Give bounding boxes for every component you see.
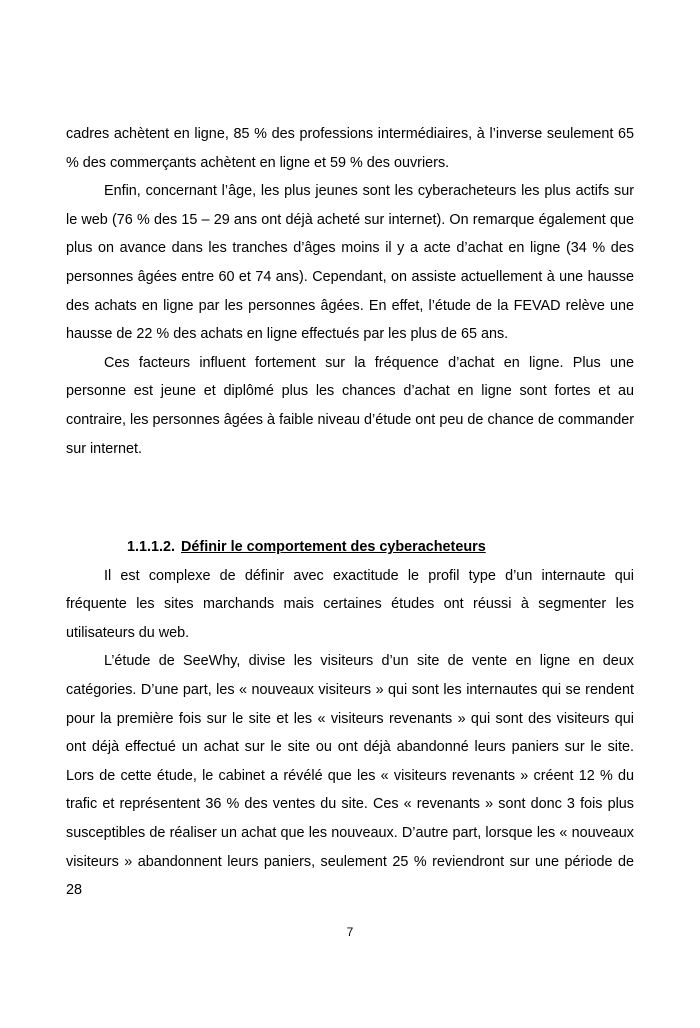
text-block-top [66,120,634,463]
section-title: Définir le comportement des cyberacheteurs [181,539,486,555]
paragraph-cadres: cadres achètent en ligne, 85 % des professions intermédiaires, à l’inverse seulement 65 % des commerçants achètent en ligne et 59 % des ouvriers. [66,126,634,171]
section-heading [66,533,634,562]
page-number: 7 [346,925,354,939]
paragraph-age: Enfin, concernant l’âge, les plus jeunes sont les cyberacheteurs les plus actifs sur le web (76 % des 15 – 29 ans ont déjà acheté sur internet). On remarque également que plus on avance dans les tranches d’âges moins il y a acte d’achat en ligne (34 % des personnes âgées entre 60 et 74 ans). Cependant, on assiste actuellement à une hausse des achats en ligne par les personnes âgées. En effet, l’étude de la FEVAD relève une hausse de 22 % des achats en ligne effectués par les plus de 65 ans. [66,183,634,343]
section-number: 1.1.1.2. [127,539,176,555]
paragraph-profil: Il est complexe de définir avec exactitude le profil type d’un internaute qui fréquente les sites marchands mais certaines études ont réussi à segmenter les utilisateurs du web. [66,567,634,641]
text-block-section [66,533,634,905]
paragraph-facteurs: Ces facteurs influent fortement sur la fréquence d’achat en ligne. Plus une personne est jeune et diplômé plus les chances d’achat en ligne sont fortes et au contraire, les personnes âgées à faible niveau d’étude ont peu de chance de commander sur internet. [66,354,634,457]
paragraph-seewhy: L’étude de SeeWhy, divise les visiteurs d’un site de vente en ligne en deux catégories. D’une part, les « nouveaux visiteurs » qui sont les internautes qui se rendent pour la première fois sur le site et les « visiteurs revenants » qui sont des visiteurs qui ont déjà effectué un achat sur le site ou ont déjà abandonné leurs paniers sur le site. Lors de cette étude, le cabinet a révélé que les « visiteurs revenants » créent 12 % du trafic et représentent 36 % des ventes du site. Ces « revenants » sont donc 3 fois plus susceptibles de réaliser un achat que les nouveaux. D’autre part, lorsque les « nouveaux visiteurs » abandonnent leurs paniers, seulement 25 % reviendront sur une période de 28 [66,653,634,899]
